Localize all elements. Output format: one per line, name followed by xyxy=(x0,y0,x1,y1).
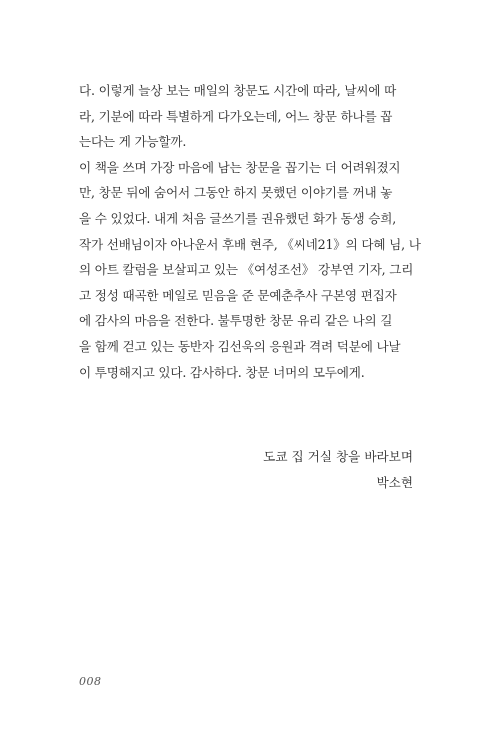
text-line: 는다는 게 가능할까. xyxy=(79,134,187,150)
signature-author: 박소현 xyxy=(376,474,413,490)
text-line: 작가 선배님이자 아나운서 후배 현주, 《씨네21》의 다혜 님, 나 xyxy=(79,236,421,252)
text-line: 고 정성 때곡한 메일로 믿음을 준 문예춘추사 구본영 편집자 xyxy=(79,287,397,303)
text-line: 다. 이렇게 늘상 보는 매일의 창문도 시간에 따라, 날씨에 따 xyxy=(79,83,397,98)
text-line: 이 책을 쓰며 가장 마음에 남는 창문을 꼽기는 더 어려워졌지 xyxy=(79,159,401,175)
signature-block xyxy=(263,444,413,495)
text-line: 만, 창문 뒤에 숨어서 그동안 하지 못했던 이야기를 꺼내 놓 xyxy=(79,185,393,201)
signature-place: 도쿄 집 거실 창을 바라보며 xyxy=(263,449,413,464)
text-line: 의 아트 칼럼을 보살피고 있는 《여성조선》 강부연 기자, 그리 xyxy=(79,262,414,278)
text-line: 을 수 있었다. 내게 처음 글쓰기를 권유했던 화가 동생 승희, xyxy=(79,210,397,226)
page-number: 008 xyxy=(79,675,102,688)
text-line: 이 투명해지고 있다. 감사하다. 창문 너머의 모두에게. xyxy=(79,364,365,380)
body-text xyxy=(79,78,424,385)
text-line: 을 함께 걷고 있는 동반자 김선욱의 응원과 격려 덕분에 나날 xyxy=(79,338,401,354)
text-line: 라, 기분에 따라 특별하게 다가오는데, 어느 창문 하나를 꼽 xyxy=(79,108,393,124)
text-line: 에 감사의 마음을 전한다. 불투명한 창문 유리 같은 나의 길 xyxy=(79,313,393,329)
